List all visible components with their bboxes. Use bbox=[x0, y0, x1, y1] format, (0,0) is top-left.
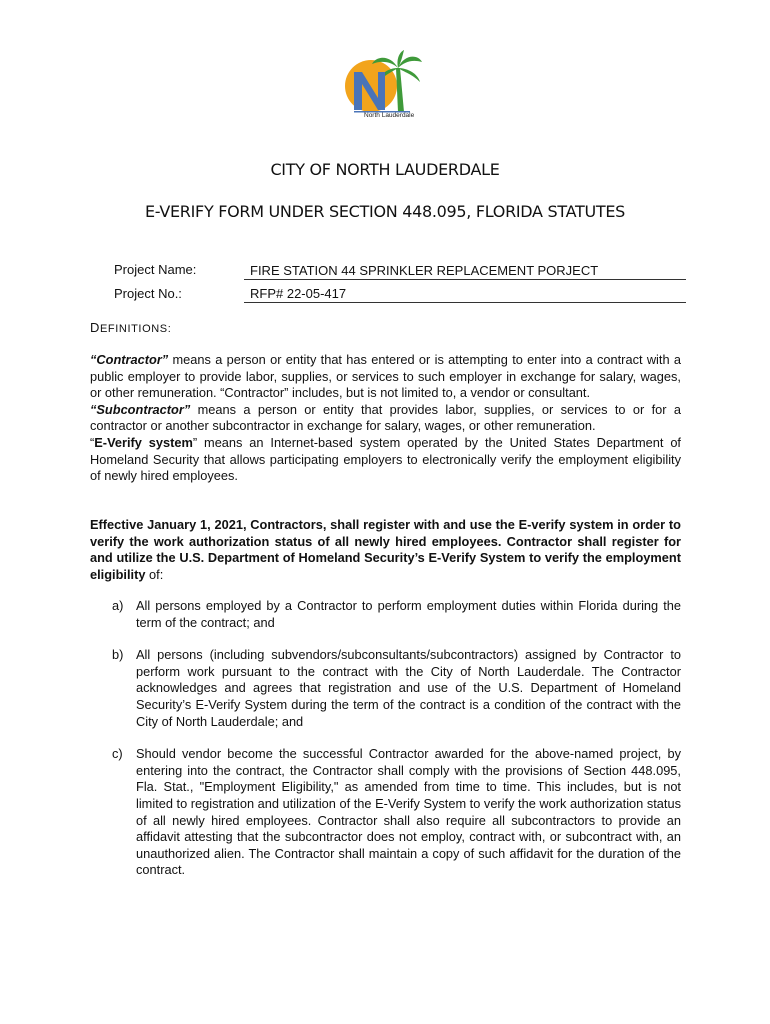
term-everify: E-Verify system bbox=[94, 434, 193, 450]
term-subcontractor: “Subcontractor” bbox=[90, 401, 191, 417]
logo-sun-shape bbox=[345, 60, 397, 112]
list-item bbox=[90, 647, 681, 730]
definition-subcontractor-text: means a person or entity that provides labor, supplies, or services to or for a contractor or another subcontractor in exchange for salary, wages, or other remuneration. bbox=[90, 401, 681, 434]
definitions-block bbox=[90, 352, 681, 485]
requirement-paragraph bbox=[90, 517, 681, 583]
list-item-text: All persons employed by a Contractor to perform employment duties within Florida during the term of the contract; and bbox=[136, 598, 681, 630]
definitions-heading-initial: D bbox=[90, 320, 100, 335]
definitions-heading-rest: EFINITIONS: bbox=[100, 323, 172, 335]
list-item-text: All persons (including subvendors/subconsultants/subcontractors) assigned by Contractor to perform work pursuant to the contract with the City of North Lauderdale. The Contractor acknowledges and agrees that registration and use of the U.S. Department of Homeland Security’s E-Verify System during the term of the contract is a condition of the contract with the City of North Lauderdale; and bbox=[136, 647, 681, 729]
list-item-marker: a) bbox=[112, 598, 124, 613]
list-item-marker: c) bbox=[112, 746, 123, 762]
requirement-list bbox=[90, 598, 681, 879]
requirement-bold-text: Effective January 1, 2021, Contractors, shall register with and use the E-verify system in order to verify the work authorization status of all newly hired employees. Contractor shall register for and utilize the U.S. Department of Homeland Security’s E-Verify System to verify the employment eligibility bbox=[90, 517, 681, 582]
definition-everify bbox=[90, 435, 681, 485]
definition-contractor-text: means a person or entity that has entered or is attempting to enter into a contract with a public employer to provide labor, supplies, or services to such employer in exchange for salary, wages, or other remuneration. “Contractor” includes, but is not limited to, a vendor or consultant. bbox=[90, 352, 681, 401]
list-item bbox=[90, 598, 681, 631]
definitions-heading bbox=[90, 320, 171, 335]
list-item-marker: b) bbox=[112, 647, 124, 663]
document-title: CITY OF NORTH LAUDERDALE bbox=[270, 160, 500, 179]
project-name-label: Project Name: bbox=[114, 262, 197, 277]
project-number-label: Project No.: bbox=[114, 286, 182, 301]
document-subtitle: E-VERIFY FORM UNDER SECTION 448.095, FLORIDA STATUTES bbox=[145, 202, 625, 221]
project-number-field[interactable]: RFP# 22-05-417 bbox=[244, 285, 686, 303]
project-name-field[interactable]: FIRE STATION 44 SPRINKLER REPLACEMENT PORJECT bbox=[244, 262, 686, 280]
logo-caption: North Lauderdale bbox=[364, 112, 415, 119]
list-item bbox=[90, 746, 681, 879]
term-contractor: “Contractor” bbox=[90, 352, 169, 367]
term-everify-open-quote: “ bbox=[90, 434, 95, 450]
definition-everify-text: ” means an Internet-based system operated by the United States Department of Homeland Security that allows participating employers to electronically verify the employment eligibility of newly hired employees. bbox=[90, 434, 681, 484]
list-item-text: Should vendor become the successful Contractor awarded for the above-named project, by entering into the contract, the Contractor shall comply with the provisions of Section 448.095, Fla. Stat., "Employment Eligibility," as amended from time to time. This includes, but is not limited to registration and utilization of the E-Verify System to verify the work authorization status of all newly hired employees. Contractor shall also require all subcontractors to provide an affidavit attesting that the subcontractor does not employ, contract with, or subcontract with, an unauthorized alien. The Contractor shall maintain a copy of such affidavit for the duration of the contract. bbox=[136, 746, 681, 878]
definition-subcontractor bbox=[90, 402, 681, 435]
definition-contractor bbox=[90, 352, 681, 402]
requirement-tail: of: bbox=[145, 566, 164, 582]
